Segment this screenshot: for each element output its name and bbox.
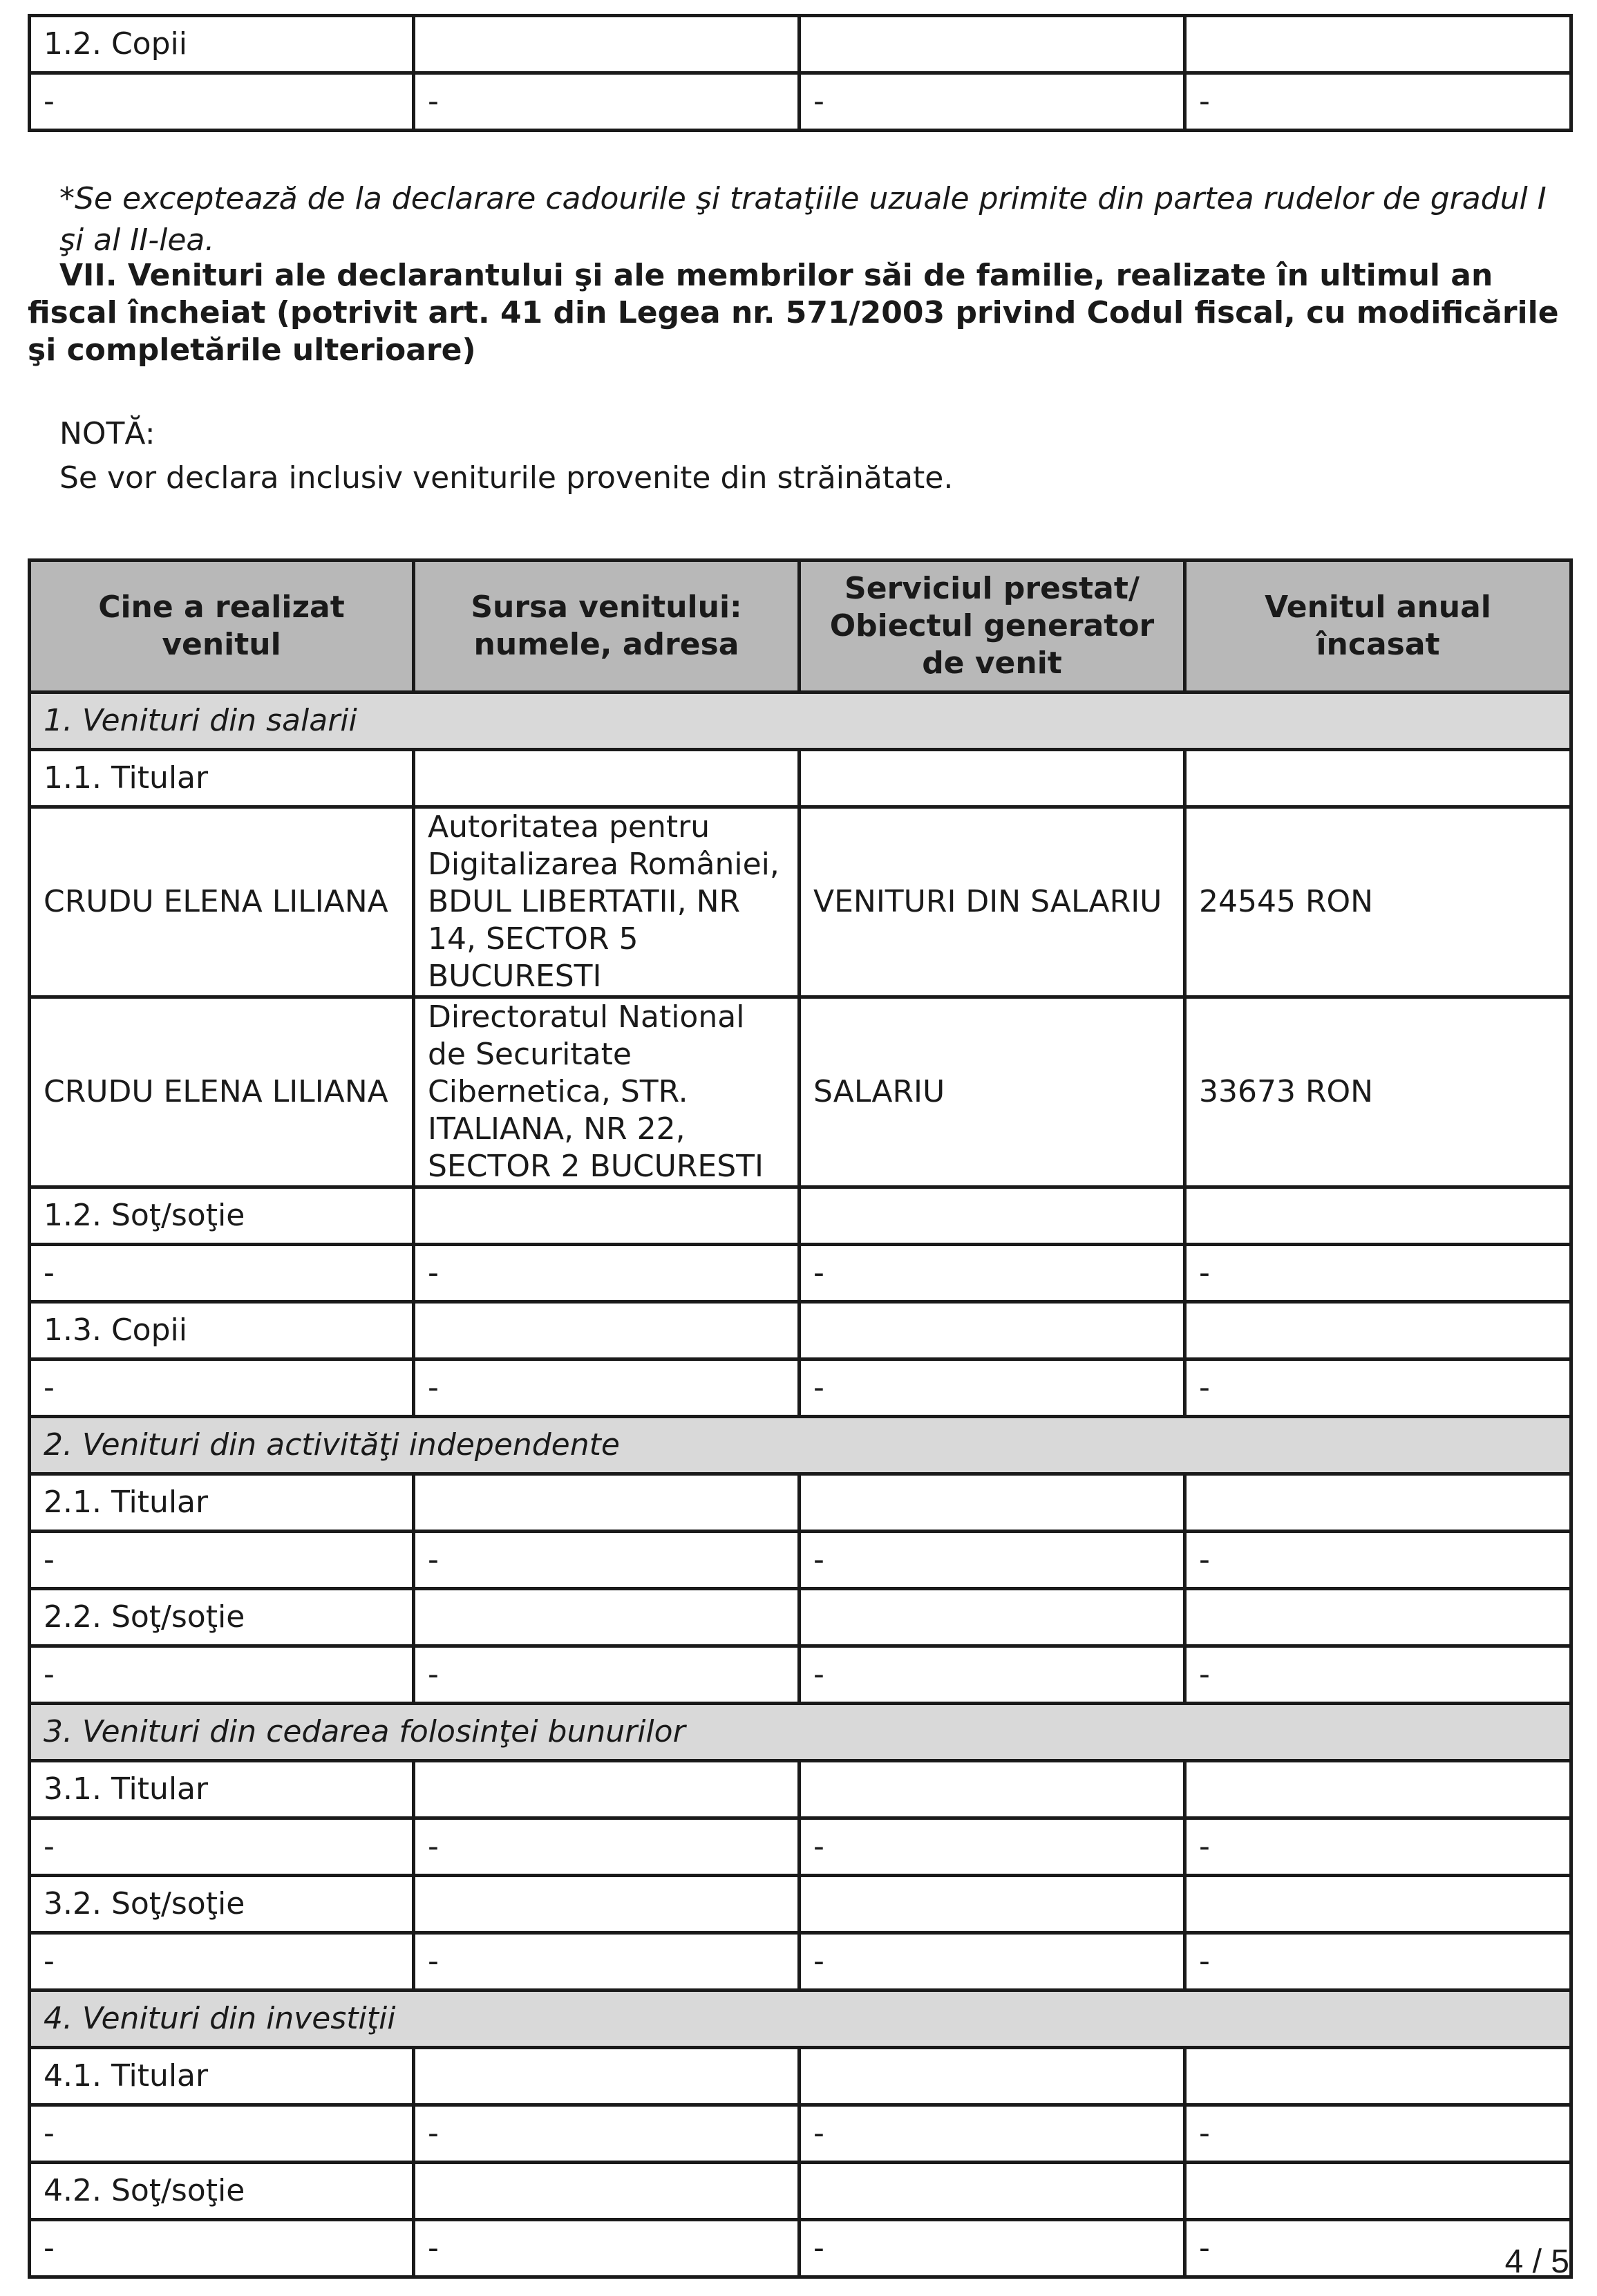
table-cell: -	[414, 1245, 800, 1302]
table-row	[30, 2048, 1571, 2105]
table-cell	[800, 1187, 1185, 1245]
table-cell	[414, 1876, 800, 1933]
table-cell: -	[1185, 1933, 1571, 1991]
table-cell: -	[30, 1933, 414, 1991]
table-cell	[800, 1761, 1185, 1818]
table-cell	[800, 1589, 1185, 1646]
table-row	[30, 807, 1571, 997]
table-cell	[1185, 1876, 1571, 1933]
nota-label: NOTĂ:	[59, 416, 155, 451]
table-row	[30, 1933, 1571, 1991]
table-cell: -	[30, 1646, 414, 1704]
table-cell	[1185, 2163, 1571, 2220]
top-table	[28, 14, 1573, 132]
table-row	[30, 1646, 1571, 1704]
table-row	[30, 1761, 1571, 1818]
table-cell: -	[1185, 2220, 1571, 2277]
table-cell	[414, 1187, 800, 1245]
table-cell: 2.2. Soţ/soţie	[30, 1589, 414, 1646]
table-cell	[800, 2048, 1185, 2105]
table-cell: -	[414, 1818, 800, 1876]
table-row	[30, 1474, 1571, 1532]
column-header: Cine a realizat venitul	[30, 561, 414, 693]
table-cell: -	[414, 1646, 800, 1704]
table-cell: -	[1185, 1818, 1571, 1876]
income-table	[28, 558, 1573, 2279]
table-cell: -	[414, 2220, 800, 2277]
table-cell: -	[1185, 1245, 1571, 1302]
table-row	[30, 1359, 1571, 1417]
table-cell	[414, 2048, 800, 2105]
table-cell: -	[1185, 1646, 1571, 1704]
table-cell	[1185, 750, 1571, 807]
table-cell: -	[800, 2105, 1185, 2163]
table-cell: -	[1185, 73, 1571, 131]
table-row	[30, 1187, 1571, 1245]
table-cell: -	[800, 1646, 1185, 1704]
table-cell: -	[30, 2220, 414, 2277]
table-cell: -	[800, 1245, 1185, 1302]
column-header: Venitul anual încasat	[1185, 561, 1571, 693]
table-row	[30, 750, 1571, 807]
table-cell: VENITURI DIN SALARIU	[800, 807, 1185, 997]
section-row	[30, 1991, 1571, 2048]
table-cell: 2.1. Titular	[30, 1474, 414, 1532]
table-cell	[414, 16, 800, 73]
column-header: Serviciul prestat/ Obiectul generator de venit	[800, 561, 1185, 693]
table-cell: -	[414, 1359, 800, 1417]
table-cell	[1185, 1474, 1571, 1532]
table-cell: -	[30, 73, 414, 131]
table-cell: 33673 RON	[1185, 997, 1571, 1187]
table-cell: -	[30, 1245, 414, 1302]
table-cell: SALARIU	[800, 997, 1185, 1187]
table-cell: -	[30, 1532, 414, 1589]
table-cell: 1.1. Titular	[30, 750, 414, 807]
footnote: *Se exceptează de la declarare cadourile şi trataţiile uzuale primite din partea rudelor de gradul I şi al II-lea.	[59, 181, 1547, 258]
nota-text: Se vor declara inclusiv veniturile provenite din străinătate.	[59, 460, 954, 496]
table-cell	[1185, 1761, 1571, 1818]
table-cell	[414, 1302, 800, 1359]
table-row	[30, 1532, 1571, 1589]
table-cell	[1185, 1187, 1571, 1245]
table-cell: -	[30, 2105, 414, 2163]
table-row	[30, 1245, 1571, 1302]
table-header-row	[30, 561, 1571, 693]
table-cell: 4.1. Titular	[30, 2048, 414, 2105]
table-cell	[414, 1761, 800, 1818]
table-cell: -	[1185, 1532, 1571, 1589]
table-cell: -	[800, 1818, 1185, 1876]
section-title: 2. Venituri din activităţi independente	[30, 1417, 1571, 1474]
table-cell: 24545 RON	[1185, 807, 1571, 997]
table-cell: 3.2. Soţ/soţie	[30, 1876, 414, 1933]
section-row	[30, 1417, 1571, 1474]
table-cell: Autoritatea pentru Digitalizarea României, BDUL LIBERTATII, NR 14, SECTOR 5 BUCURESTI	[414, 807, 800, 997]
section-title: 4. Venituri din investiţii	[30, 1991, 1571, 2048]
table-cell: -	[800, 2220, 1185, 2277]
table-cell	[1185, 1302, 1571, 1359]
section-title: 3. Venituri din cedarea folosinţei bunurilor	[30, 1704, 1571, 1761]
table-cell	[800, 750, 1185, 807]
table-cell: 4.2. Soţ/soţie	[30, 2163, 414, 2220]
table-row	[30, 1818, 1571, 1876]
section-row	[30, 693, 1571, 750]
table-cell: -	[1185, 1359, 1571, 1417]
table-cell	[800, 2163, 1185, 2220]
table-cell	[800, 1302, 1185, 1359]
table-cell: CRUDU ELENA LILIANA	[30, 807, 414, 997]
table-cell	[800, 1474, 1185, 1532]
table-row	[30, 2105, 1571, 2163]
nota	[59, 412, 1545, 500]
table-row	[30, 1876, 1571, 1933]
page-number: 4 / 5	[1504, 2243, 1569, 2280]
table-cell: -	[30, 1359, 414, 1417]
table-cell: 3.1. Titular	[30, 1761, 414, 1818]
table-cell: -	[800, 1359, 1185, 1417]
table-cell: Directoratul National de Securitate Cibernetica, STR. ITALIANA, NR 22, SECTOR 2 BUCURESTI	[414, 997, 800, 1187]
table-cell: -	[414, 1933, 800, 1991]
section-title: 1. Venituri din salarii	[30, 693, 1571, 750]
table-cell: -	[1185, 2105, 1571, 2163]
table-row	[30, 73, 1571, 131]
table-cell: -	[800, 73, 1185, 131]
table-cell: 1.2. Soţ/soţie	[30, 1187, 414, 1245]
table-cell	[414, 750, 800, 807]
table-cell: -	[414, 73, 800, 131]
table-cell	[1185, 2048, 1571, 2105]
table-cell	[800, 16, 1185, 73]
table-cell	[1185, 1589, 1571, 1646]
table-cell: -	[414, 2105, 800, 2163]
table-cell: 1.2. Copii	[30, 16, 414, 73]
table-row	[30, 997, 1571, 1187]
table-cell	[1185, 16, 1571, 73]
section-heading: VII. Venituri ale declarantului şi ale membrilor săi de familie, realizate în ultimul an fiscal încheiat (potrivit art. 41 din Legea nr. 571/2003 privind Codul fiscal, cu modificările şi completările ulterioare)	[28, 258, 1559, 368]
table-row	[30, 1302, 1571, 1359]
table-cell: -	[800, 1933, 1185, 1991]
table-cell: -	[414, 1532, 800, 1589]
table-row	[30, 2220, 1571, 2277]
table-cell: -	[800, 1532, 1185, 1589]
table-cell: -	[30, 1818, 414, 1876]
table-cell	[414, 1589, 800, 1646]
table-row	[30, 16, 1571, 73]
table-cell: CRUDU ELENA LILIANA	[30, 997, 414, 1187]
section-row	[30, 1704, 1571, 1761]
table-cell	[414, 1474, 800, 1532]
table-row	[30, 2163, 1571, 2220]
column-header: Sursa venitului: numele, adresa	[414, 561, 800, 693]
table-row	[30, 1589, 1571, 1646]
table-cell	[800, 1876, 1185, 1933]
table-cell: 1.3. Copii	[30, 1302, 414, 1359]
table-cell	[414, 2163, 800, 2220]
